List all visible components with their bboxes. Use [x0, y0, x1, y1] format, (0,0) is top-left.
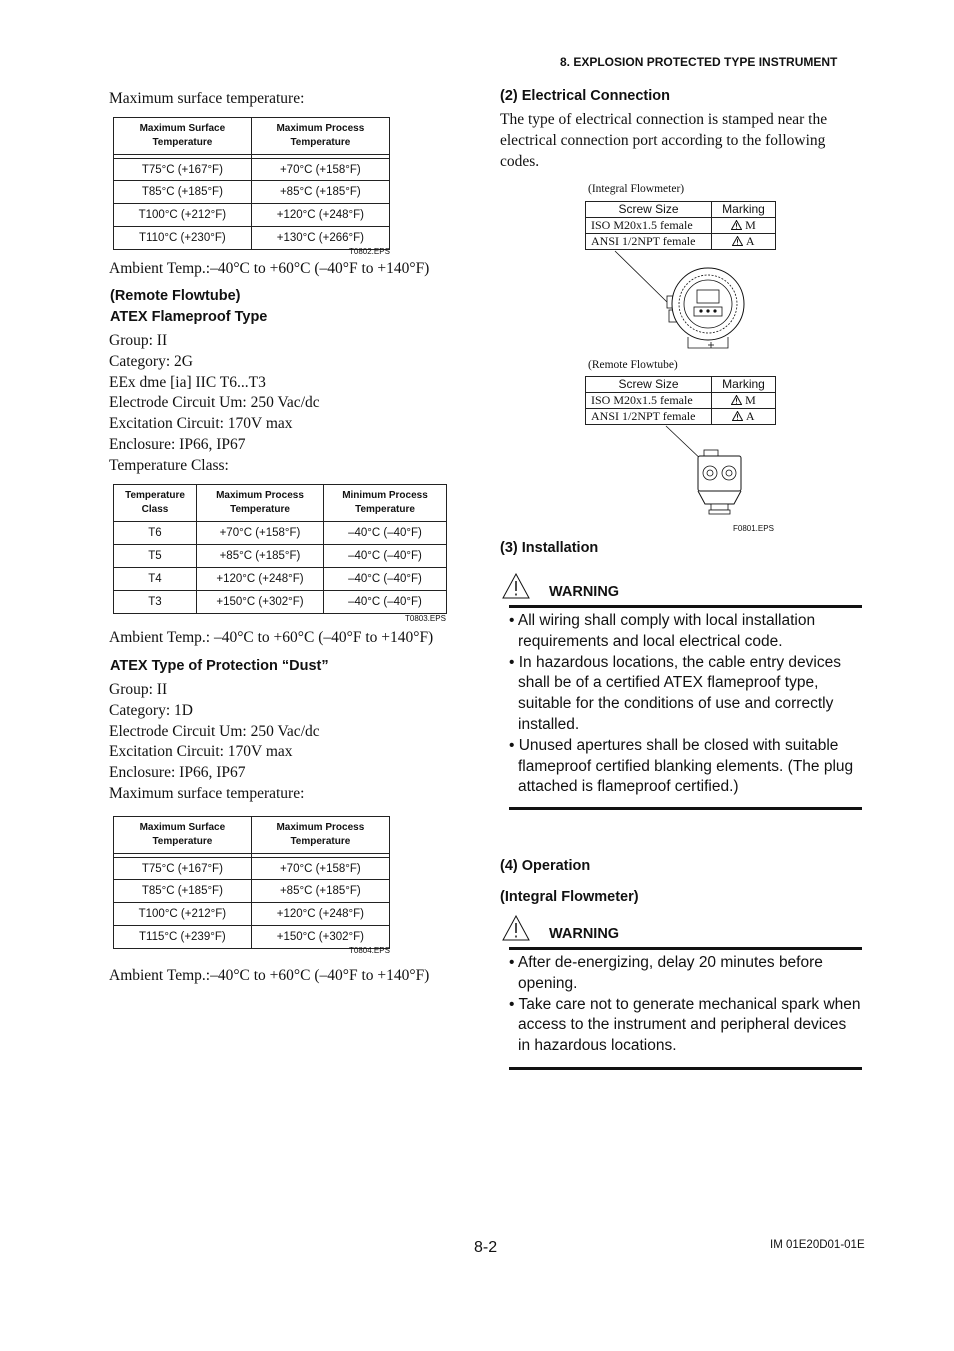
screw-size-cell: ANSI 1/2NPT female: [586, 234, 712, 250]
eps-label-t0804: T0804.EPS: [349, 946, 390, 955]
table-cell: T100°C (+212°F): [114, 204, 252, 227]
col-screw-size: Screw Size: [586, 377, 712, 393]
table-header: Maximum Process Temperature: [251, 817, 389, 854]
table-cell: –40°C (–40°F): [324, 522, 447, 545]
table-cell: T4: [114, 568, 197, 591]
table-cell: +120°C (+248°F): [251, 903, 389, 926]
spec-line: Category: 1D: [109, 701, 193, 719]
warning-icon: [502, 573, 530, 599]
col-screw-size: Screw Size: [586, 202, 712, 218]
warning-triangle-icon: [732, 411, 743, 421]
flameproof-specs: [109, 331, 320, 477]
spec-line: Temperature Class:: [109, 456, 229, 474]
spec-line: Excitation Circuit: 170V max: [109, 743, 293, 761]
spec-line: Electrode Circuit Um: 250 Vac/dc: [109, 394, 320, 412]
table-cell: T115°C (+239°F): [114, 926, 252, 949]
table-cell: –40°C (–40°F): [324, 545, 447, 568]
table-cell: +85°C (+185°F): [251, 181, 389, 204]
spec-line: Group: II: [109, 332, 168, 349]
table-cell: +85°C (+185°F): [251, 880, 389, 903]
warning-item: • Take care not to generate mechanical spark when access to the instrument and peripheral devices in hazardous locations.: [509, 995, 861, 1055]
table-header: Maximum Surface Temperature: [114, 817, 252, 854]
table-cell: T5: [114, 545, 197, 568]
installation-heading: (3) Installation: [500, 540, 599, 556]
remote-flowtube-caption: (Remote Flowtube): [588, 359, 678, 371]
warning-top-rule: [509, 947, 862, 950]
table-cell: +70°C (+158°F): [251, 159, 389, 181]
atex-dust-heading: ATEX Type of Protection “Dust”: [110, 658, 329, 674]
electrical-connection-text: The type of electrical connection is stamped near the electrical connection port according to the following codes.: [500, 111, 828, 170]
spec-line: Enclosure: IP66, IP67: [109, 435, 246, 453]
warning-icon: [502, 915, 530, 941]
table-cell: –40°C (–40°F): [324, 591, 447, 614]
surface-temp-table-2: [113, 816, 390, 949]
warning-bottom-rule: [509, 1067, 862, 1070]
eps-label-t0803: T0803.EPS: [405, 614, 446, 623]
eps-label-t0802: T0802.EPS: [349, 247, 390, 256]
eps-label-f0801: F0801.EPS: [733, 524, 774, 533]
operation-heading: (4) Operation: [500, 858, 591, 874]
warning-label: WARNING: [549, 926, 620, 942]
spec-line: Group: II: [109, 681, 168, 698]
spec-line: Category: 2G: [109, 352, 193, 370]
electrical-connection-heading: (2) Electrical Connection: [500, 88, 671, 104]
remote-marking-table: [585, 376, 776, 425]
operation-warnings: [509, 953, 861, 1057]
table-cell: T3: [114, 591, 197, 614]
integral-marking-table: [585, 201, 776, 250]
table-cell: T100°C (+212°F): [114, 903, 252, 926]
table-cell: +70°C (+158°F): [251, 858, 389, 880]
table-cell: +70°C (+158°F): [197, 522, 324, 545]
integral-flowmeter-drawing: [610, 248, 760, 358]
surface-temp-table-1: [113, 117, 390, 250]
table-cell: +130°C (+266°F): [251, 227, 389, 250]
screw-size-cell: ISO M20x1.5 female: [586, 218, 712, 234]
warning-item: • In hazardous locations, the cable entry devices shall be of a certified ATEX flameproof type, suitable for the conditions of use and correctly installed.: [509, 653, 841, 733]
document-id: IM 01E20D01-01E: [770, 1239, 865, 1251]
installation-warnings: [509, 611, 861, 798]
table-cell: +120°C (+248°F): [251, 204, 389, 227]
table-header: Temperature Class: [114, 485, 197, 522]
table-cell: T75°C (+167°F): [114, 159, 252, 181]
remote-flowtube-heading: (Remote Flowtube): [110, 288, 241, 304]
integral-flowmeter-heading: (Integral Flowmeter): [500, 889, 639, 905]
marking-code: A: [745, 409, 755, 423]
col-marking: Marking: [712, 202, 776, 218]
table-cell: T110°C (+230°F): [114, 227, 252, 250]
table-cell: T6: [114, 522, 197, 545]
ambient-temp-1: Ambient Temp.:–40°C to +60°C (–40°F to +140°F): [109, 260, 430, 277]
table-cell: +120°C (+248°F): [197, 568, 324, 591]
page-number: 8-2: [474, 1239, 498, 1256]
spec-line: Maximum surface temperature:: [109, 784, 305, 802]
table-cell: –40°C (–40°F): [324, 568, 447, 591]
atex-flameproof-heading: ATEX Flameproof Type: [110, 309, 268, 325]
screw-size-cell: ISO M20x1.5 female: [586, 393, 712, 409]
table-header: Maximum Surface Temperature: [114, 118, 252, 155]
dust-specs: [109, 680, 320, 805]
table-cell: T85°C (+185°F): [114, 181, 252, 204]
max-surface-label-1: Maximum surface temperature:: [109, 90, 305, 107]
remote-flowtube-drawing: [660, 424, 760, 522]
ambient-temp-2: Ambient Temp.: –40°C to +60°C (–40°F to +140°F): [109, 629, 434, 646]
table-header: Maximum Process Temperature: [197, 485, 324, 522]
warning-item: • All wiring shall comply with local installation requirements and local electrical code.: [509, 612, 816, 650]
warning-triangle-icon: [732, 236, 743, 246]
spec-line: Excitation Circuit: 170V max: [109, 415, 293, 433]
warning-top-rule: [509, 605, 862, 608]
warning-triangle-icon: [731, 395, 742, 405]
section-header: 8. EXPLOSION PROTECTED TYPE INSTRUMENT: [560, 55, 838, 69]
spec-line: EEx dme [ia] IIC T6...T3: [109, 373, 266, 391]
marking-code: M: [745, 393, 756, 407]
table-cell: +85°C (+185°F): [197, 545, 324, 568]
col-marking: Marking: [712, 377, 776, 393]
screw-size-cell: ANSI 1/2NPT female: [586, 409, 712, 425]
temperature-class-table: [113, 484, 447, 614]
marking-code: A: [745, 234, 755, 248]
spec-line: Enclosure: IP66, IP67: [109, 764, 246, 782]
warning-item: • Unused apertures shall be closed with suitable flameproof certified blanking elements. (The plug attached is flameproof certified.): [509, 736, 854, 796]
spec-line: Electrode Circuit Um: 250 Vac/dc: [109, 722, 320, 740]
ambient-temp-3: Ambient Temp.:–40°C to +60°C (–40°F to +140°F): [109, 967, 430, 984]
warning-triangle-icon: [731, 220, 742, 230]
table-header: Minimum Process Temperature: [324, 485, 447, 522]
warning-bottom-rule: [509, 807, 862, 810]
table-cell: T75°C (+167°F): [114, 858, 252, 880]
table-cell: T85°C (+185°F): [114, 880, 252, 903]
marking-code: M: [745, 218, 756, 232]
warning-label: WARNING: [549, 584, 620, 600]
table-cell: +150°C (+302°F): [197, 591, 324, 614]
table-header: Maximum Process Temperature: [251, 118, 389, 155]
table-cell: +150°C (+302°F): [251, 926, 389, 949]
warning-item: • After de-energizing, delay 20 minutes before opening.: [509, 954, 823, 992]
integral-flowmeter-caption: (Integral Flowmeter): [588, 183, 685, 195]
